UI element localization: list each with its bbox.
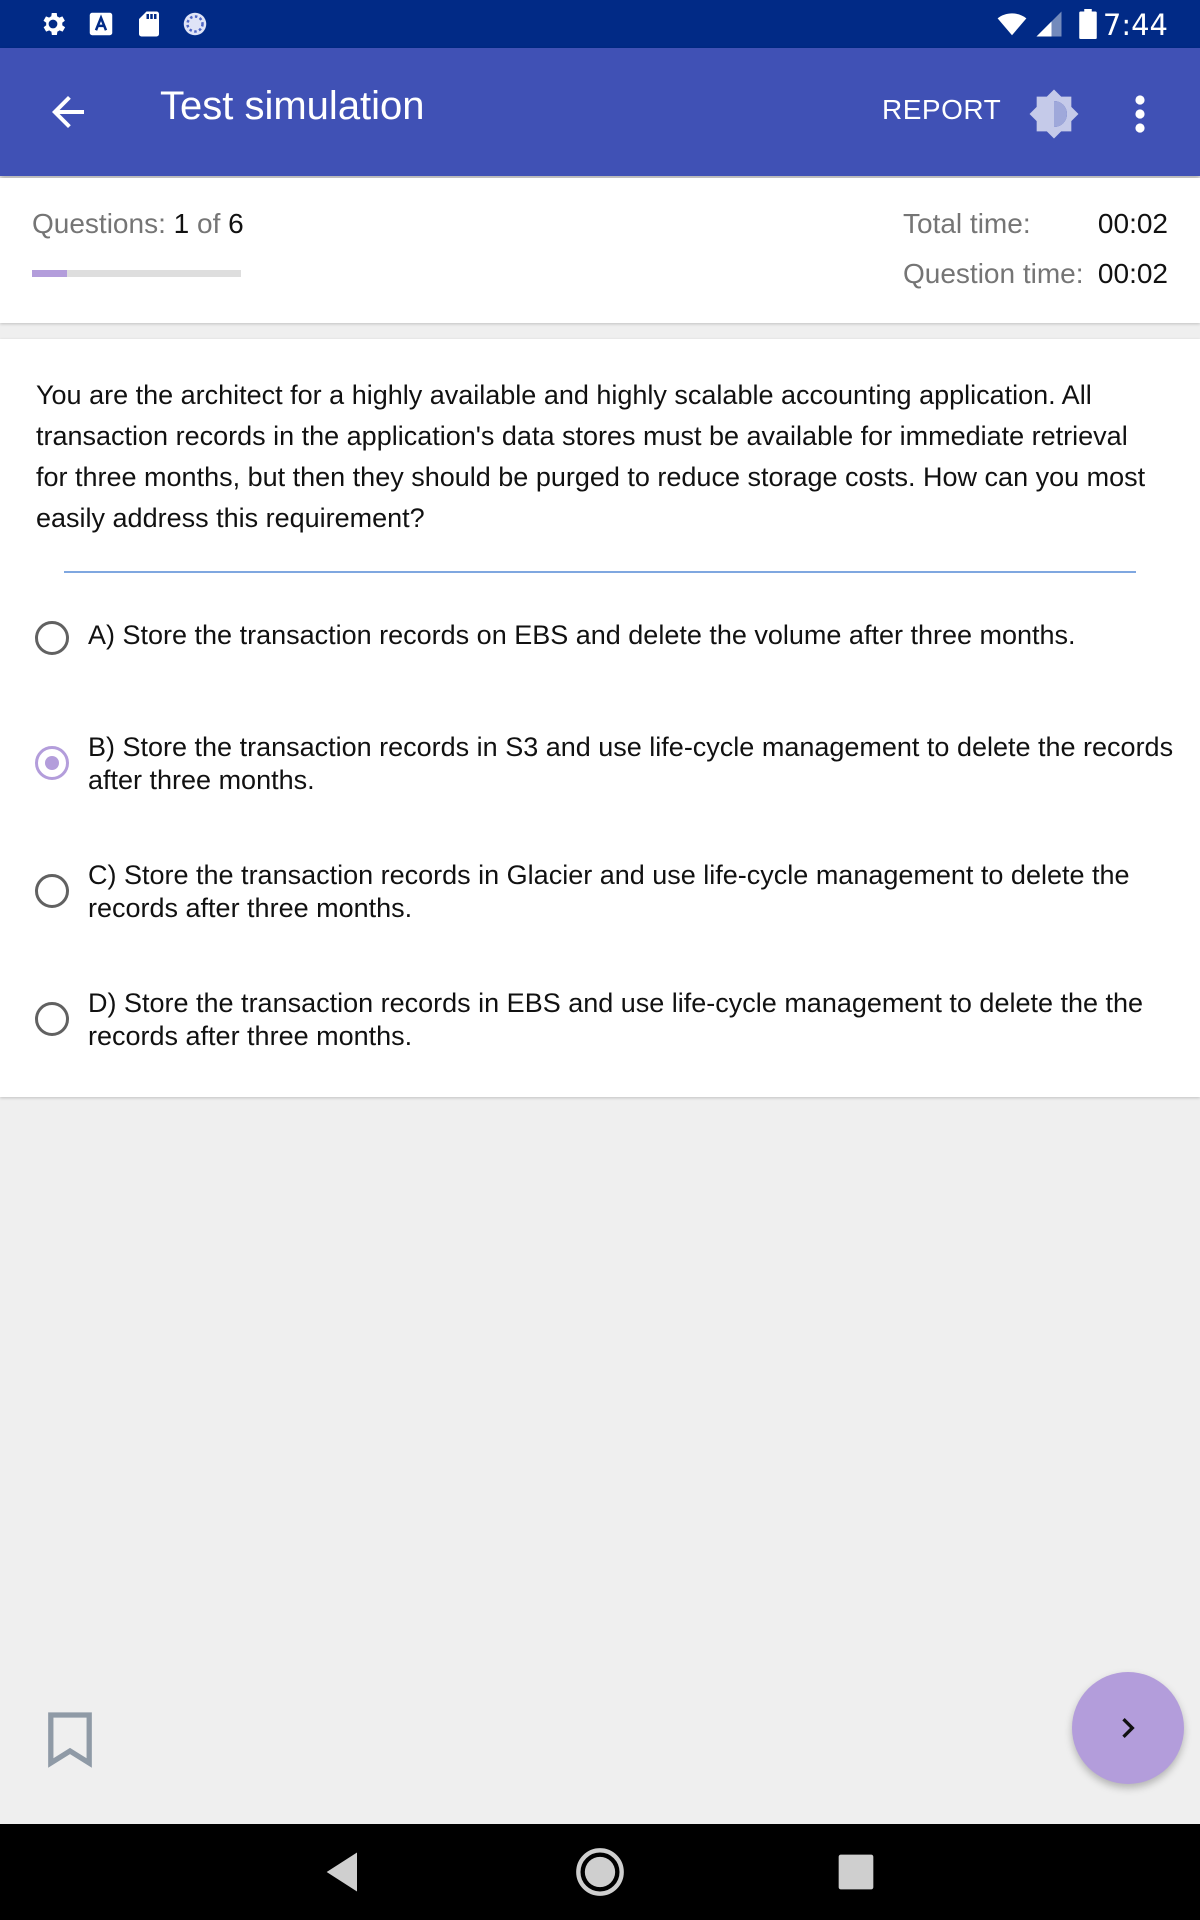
sd-card-icon: [134, 9, 164, 39]
of-label: of: [197, 208, 221, 239]
questions-label: Questions:: [32, 208, 166, 239]
next-button[interactable]: [1072, 1672, 1184, 1784]
option-b-label: B) Store the transaction records in S3 and use life-cycle management to delete the records after three months.: [88, 732, 1174, 795]
brightness-icon[interactable]: [1028, 88, 1080, 140]
more-vert-icon[interactable]: [1122, 90, 1158, 138]
a-square-icon: [86, 9, 116, 39]
report-button[interactable]: REPORT: [882, 94, 1002, 125]
radio-button-a[interactable]: [35, 621, 69, 655]
radio-button-c[interactable]: [35, 874, 69, 908]
status-bar: [0, 0, 1200, 48]
question-counter: [32, 208, 244, 240]
current-question: 1: [173, 208, 190, 239]
question-card: [0, 339, 1200, 1097]
gear-icon: [38, 9, 68, 39]
progress-fill: [32, 270, 67, 277]
signal-icon: [1034, 9, 1064, 39]
back-arrow-icon[interactable]: [44, 88, 92, 136]
question-text: You are the architect for a highly available and highly scalable accounting application. All transaction records in the application's data stores must be available for immediate retrieval for three months, but then they should be purged to reduce storage costs. How can you most easily address this requirement?: [36, 380, 1146, 533]
chevron-right-icon: [1108, 1708, 1148, 1748]
total-time-label: Total time:: [903, 208, 1031, 239]
radio-button-b[interactable]: [35, 746, 69, 780]
recents-square-icon[interactable]: [830, 1846, 882, 1898]
sync-circle-icon: [180, 9, 210, 39]
option-d-label: D) Store the transaction records in EBS and use life-cycle management to delete the the records after three months.: [88, 988, 1144, 1051]
question-time-value: 00:02: [1097, 258, 1168, 289]
back-triangle-icon[interactable]: [318, 1846, 370, 1898]
wifi-icon: [994, 9, 1030, 39]
stats-card: [0, 178, 1200, 323]
divider: [64, 571, 1136, 573]
app-bar: [0, 48, 1200, 176]
question-time-label: Question time:: [903, 258, 1084, 289]
page-title: Test simulation: [160, 84, 425, 128]
home-circle-icon[interactable]: [574, 1846, 626, 1898]
option-c-label: C) Store the transaction records in Glacier and use life-cycle management to delete the records after three months.: [88, 860, 1130, 923]
progress-bar: [32, 270, 241, 277]
total-questions: 6: [228, 208, 244, 239]
option-a-label: A) Store the transaction records on EBS and delete the volume after three months.: [88, 620, 1076, 650]
total-time-value: 00:02: [1097, 208, 1168, 239]
radio-button-d[interactable]: [35, 1002, 69, 1036]
battery-icon: [1076, 9, 1100, 39]
status-time: 7:44: [1102, 8, 1168, 42]
navigation-bar: [0, 1824, 1200, 1920]
bookmark-icon[interactable]: [46, 1710, 94, 1768]
